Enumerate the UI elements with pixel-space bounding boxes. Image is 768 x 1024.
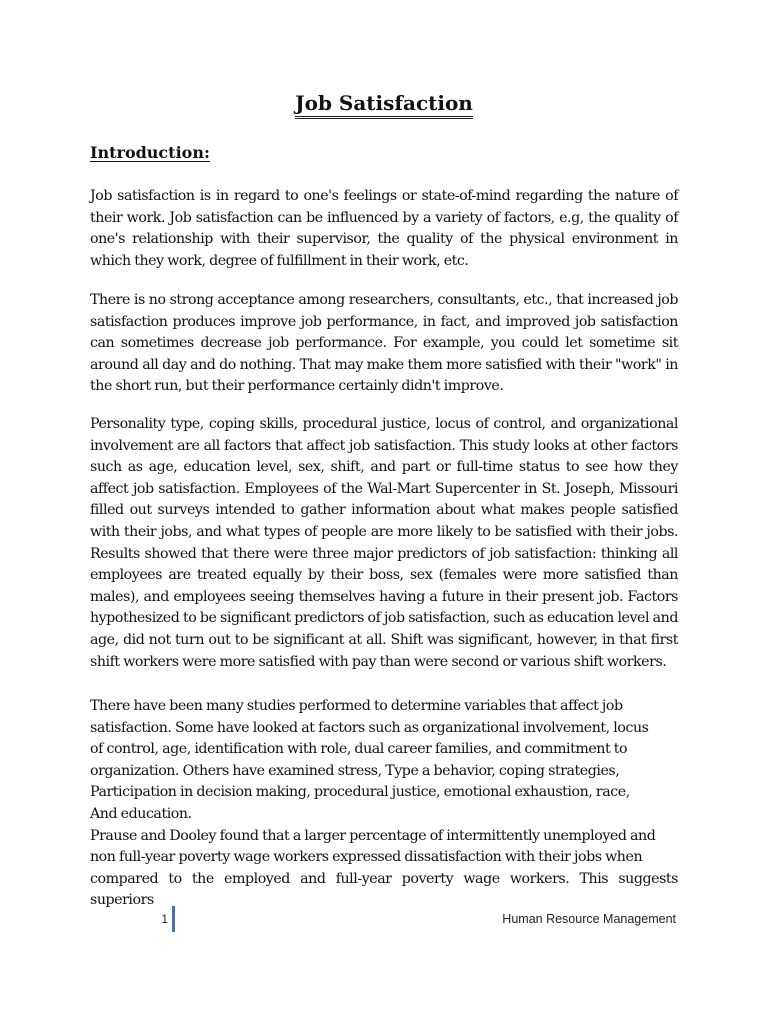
paragraph-4 [90, 696, 678, 912]
paragraph-4-line: non full-year poverty wage workers expressed dissatisfaction with their jobs when [90, 849, 643, 866]
paragraph-4-line: of control, age, identification with role, dual career families, and commitment to [90, 741, 628, 758]
paragraph-3 [90, 414, 678, 673]
paragraph-4-line: compared to the employed and full-year poverty wage workers. This suggests superiors [90, 870, 678, 909]
paragraph-2-text: There is no strong acceptance among researchers, consultants, etc., that increased job satisfaction produces improve job performance, in fact, and improved job satisfaction can sometimes decrease job performance. For example, you could let sometime sit around all day and do nothing. That may make them more satisfied with their "work" in the short run, but their performance certainly didn't improve. [90, 292, 678, 395]
paragraph-1 [90, 186, 678, 272]
paragraph-2 [90, 290, 678, 398]
paragraph-4-line: And education. [90, 805, 192, 822]
footer-label: Human Resource Management [502, 912, 676, 926]
footer-page-number: 1 [161, 912, 168, 926]
page-title [0, 88, 768, 119]
paragraph-4-line: Participation in decision making, procedural justice, emotional exhaustion, race, [90, 784, 630, 801]
section-heading: Introduction: [90, 143, 210, 162]
paragraph-4-line: organization. Others have examined stress, Type a behavior, coping strategies, [90, 762, 620, 779]
paragraph-4-line: satisfaction. Some have looked at factors such as organizational involvement, locus [90, 719, 649, 736]
footer-divider [172, 906, 175, 932]
paragraph-4-line: Prause and Dooley found that a larger percentage of intermittently unemployed and [90, 827, 656, 844]
paragraph-4-line: There have been many studies performed to determine variables that affect job [90, 698, 623, 714]
paragraph-3-text: Personality type, coping skills, procedural justice, locus of control, and organizational involvement are all factors that affect job satisfaction. This study looks at other factors such as age, education level, sex, shift, and part or full-time status to see how they affect job satisfaction. Employees of the Wal-Mart Supercenter in St. Joseph, Missouri filled out surveys intended to gather information about what makes people satisfied with their jobs, and what types of people are more likely to be satisfied with their jobs. Results showed that there were three major predictors of job satisfaction: thinking all employees are treated equally by their boss, sex (females were more satisfied than males), and employees seeing themselves having a future in their present job. Factors hypothesized to be significant predictors of job satisfaction, such as education level and age, did not turn out to be significant at all. Shift was significant, however, in that first shift workers were more satisfied with pay than were second or various shift workers. [90, 416, 678, 670]
page-title-text: Job Satisfaction [295, 91, 473, 119]
paragraph-1-text: Job satisfaction is in regard to one's feelings or state-of-mind regarding the nature of their work. Job satisfaction can be influenced by a variety of factors, e.g, the quality of one's relationship with their supervisor, the quality of the physical environment in which they work, degree of fulfillment in their work, etc. [90, 188, 678, 269]
